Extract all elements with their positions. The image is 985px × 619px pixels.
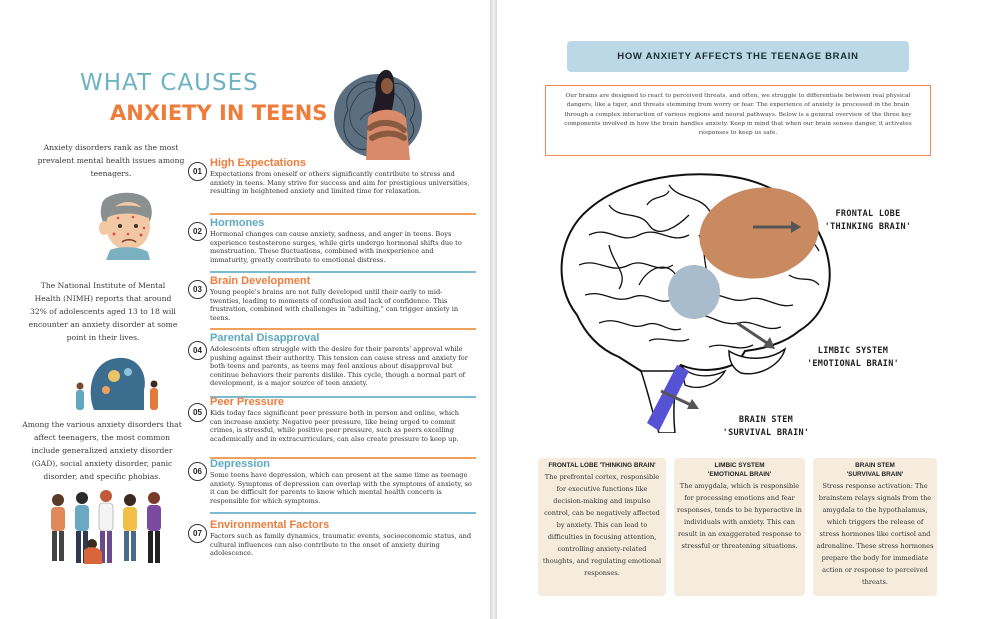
info-box-frontal-lobe (538, 458, 666, 596)
info-box-body: Stress response activation: The brainstem relays signals from the amygdala to the hypothalamus, which triggers the release of stress hormones like cortisol and adrenaline. These stress hormones prepare the body for immediate action or response to perceived threats. (816, 482, 934, 586)
list-item-title: Depression (210, 458, 270, 470)
side-text-disorders: Among the various anxiety disorders that affect teenagers, the most common include generalized anxiety disorder (GAD), social anxiety disorder, panic disorder, and specific phobias. (22, 420, 182, 481)
info-box-limbic-system (674, 458, 805, 596)
left-page (0, 0, 490, 619)
list-item-title: Hormones (210, 217, 265, 229)
list-item-high-expectations (188, 157, 476, 213)
list-item-body: Expectations from oneself or others significantly contribute to stress and anxiety in teens. Many strive for success and aim for prestigious universities, resulting in heightened anxiety and limited time for relaxation. (210, 170, 470, 196)
info-box-body: The amygdala, which is responsible for processing emotions and fear responses, tends to be hyperactive in individuals with anxiety. This can result in an exaggerated response to stressful or threatening situations. (677, 482, 802, 550)
label-limbic-line2: 'EMOTIONAL BRAIN' (806, 359, 900, 369)
label-stem-line1: BRAIN STEM (738, 415, 794, 425)
info-box-title: BRAIN STEM (855, 462, 895, 469)
list-item-title: Environmental Factors (210, 519, 330, 531)
list-item-body: Adolescents often struggle with the desire for their parents' approval while pushing against their authority. This tension can cause stress and anxiety for both teens and parents, as teens may feel anxious about disapproval but continue behaviors their parents dislike. This cycle, though a normal part of development, is a major source of teen anxiety. (210, 345, 468, 388)
brain-people-illustration (74, 350, 162, 416)
book-gutter (490, 0, 497, 619)
page-title-line1: WHAT CAUSES (80, 70, 259, 96)
label-frontal-lobe (813, 208, 923, 234)
list-item-peer-pressure (188, 396, 476, 456)
info-box-title: LIMBIC SYSTEM (714, 462, 765, 469)
label-brain-stem (711, 414, 821, 440)
divider (210, 271, 476, 273)
list-item-parental-disapproval (188, 332, 476, 398)
list-item-title: Brain Development (210, 275, 311, 287)
list-item-body: Factors such as family dynamics, traumatic events, socioeconomic status, and cultural influences can also contribute to the onset of anxiety during adolescence. (210, 532, 472, 558)
sick-teen-illustration (88, 190, 166, 260)
list-item-body: Young people's brains are not fully developed until their early to mid-twenties, leading to moments of confusion and lack of confidence. This frustration, combined with challenges in "adulting," can trigger anxiety in teens. (210, 288, 459, 322)
teens-group-illustration (46, 488, 178, 568)
list-item-title: Peer Pressure (210, 396, 284, 408)
side-text-prevalence: Anxiety disorders rank as the most prevalent mental health issues among teenagers. (37, 143, 185, 178)
number-badge: 06 (188, 462, 207, 481)
intro-box: Our brains are designed to react to perceived threats, and often, we struggle to differentiate between real physical dangers, like a tiger, and threats stemming from worry or fear. The experience of anxiety is processed in the brain through a complex interaction of various regions and neural pathways. Below is a general overview of the three key components involved in how the brain handles anxiety. Keep in mind that when our brain senses danger, it activates responses to keep us safe. (545, 85, 931, 156)
divider (210, 213, 476, 215)
list-item-brain-development (188, 275, 476, 331)
list-item-title: Parental Disapproval (210, 332, 320, 344)
list-item-body: Some teens have depression, which can present at the same time as teenage anxiety. Symptoms of depression can overlap with the symptoms of anxiety, so it can be difficult for parents to know which mental health concern is responsible for which symptoms. (210, 471, 472, 505)
label-frontal-line1: FRONTAL LOBE (835, 209, 901, 219)
list-item-depression (188, 458, 476, 512)
info-box-subtitle: 'EMOTIONAL BRAIN' (707, 471, 772, 478)
page-title-line2: ANXIETY IN TEENS (110, 101, 328, 125)
info-box-brain-stem (813, 458, 937, 596)
list-item-environmental-factors (188, 519, 476, 569)
info-box-subtitle: 'SURVIVAL BRAIN' (846, 471, 904, 478)
label-frontal-line2: 'THINKING BRAIN' (824, 222, 912, 232)
list-item-body: Kids today face significant peer pressure both in person and online, which can increase anxiety. Negative peer pressure, like being urged to commit crimes, is stressful, while positive peer pressure, such as peers excelling academically and in extracurriculars, can also create pressure to keep up. (210, 409, 460, 443)
list-item-hormones (188, 217, 476, 273)
number-badge: 02 (188, 222, 207, 241)
anxious-woman-illustration (330, 60, 430, 165)
label-limbic-line1: LIMBIC SYSTEM (817, 346, 889, 356)
divider (210, 512, 476, 514)
list-item-title: High Expectations (210, 157, 306, 169)
brain-diagram (549, 165, 849, 433)
label-limbic-system (797, 345, 909, 371)
section-banner: HOW ANXIETY AFFECTS THE TEENAGE BRAIN (567, 41, 909, 72)
number-badge: 03 (188, 280, 207, 299)
limbic-system-region (668, 265, 720, 319)
number-badge: 04 (188, 341, 207, 360)
label-stem-line2: 'SURVIVAL BRAIN' (722, 428, 810, 438)
info-box-title: FRONTAL LOBE 'THINKING BRAIN' (548, 462, 656, 469)
number-badge: 05 (188, 403, 207, 422)
info-box-body: The prefrontal cortex, responsible for executive functions like decision-making and impulse control, can be negatively affected by anxiety. This can lead to difficulties in focusing attention, controlling anxiety-related thoughts, and regulating emotional responses. (542, 473, 662, 577)
number-badge: 01 (188, 162, 207, 181)
list-item-body: Hormonal changes can cause anxiety, sadness, and anger in teens. Boys experience testosterone surges, while girls undergo hormonal shifts due to menstruation. These fluctuations, combined with inexperience and immaturity, greatly contribute to emotional distress. (210, 230, 462, 264)
number-badge: 07 (188, 524, 207, 543)
right-page (497, 0, 985, 619)
divider (210, 328, 476, 330)
side-text-nimh: The National Institute of Mental Health (NIMH) reports that around 32% of adolescents aged 13 to 18 will encounter an anxiety disorder at some point in their lives. (28, 281, 178, 342)
